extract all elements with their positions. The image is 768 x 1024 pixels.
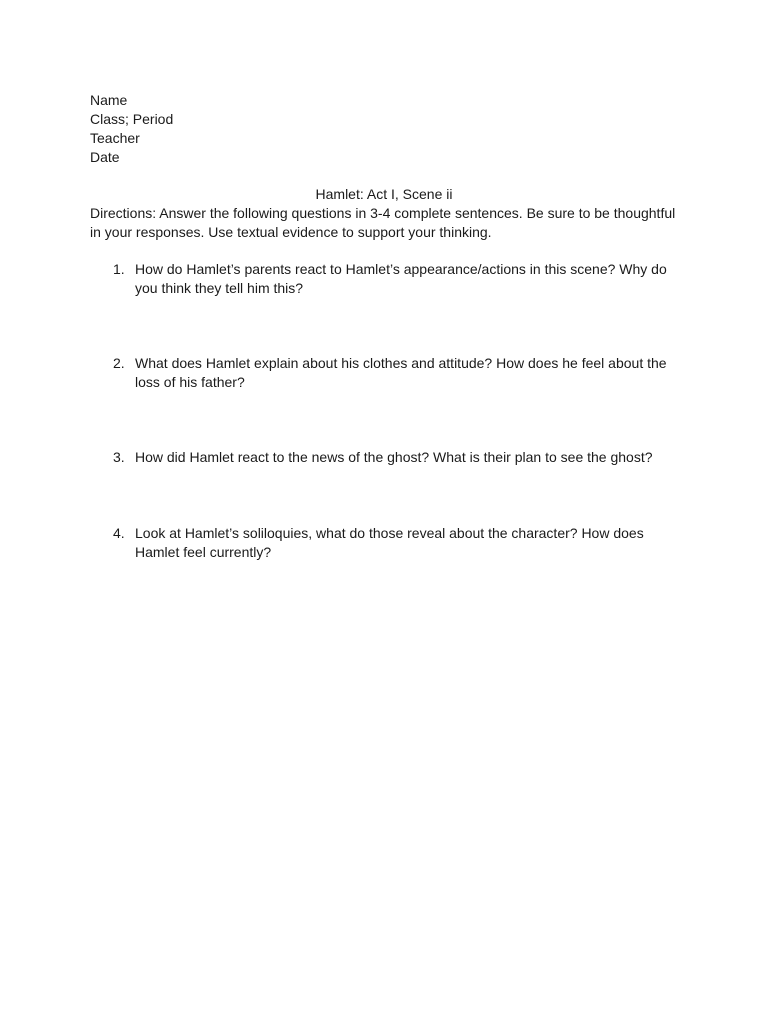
question-text: How do Hamlet’s parents react to Hamlet’s appearance/actions in this scene? Why do you think they tell him this? xyxy=(135,261,667,296)
name-label: Name xyxy=(90,92,128,108)
question-text: Look at Hamlet’s soliloquies, what do those reveal about the character? How does Hamlet feel currently? xyxy=(135,525,644,560)
question-number: 4. xyxy=(113,525,125,541)
class-period-label: Class; Period xyxy=(90,111,174,127)
document-title: Hamlet: Act I, Scene ii xyxy=(315,186,453,202)
date-label: Date xyxy=(90,149,120,165)
question-number: 1. xyxy=(113,261,125,277)
question-text: What does Hamlet explain about his clothes and attitude? How does he feel about the loss of his father? xyxy=(135,355,667,390)
question-text: How did Hamlet react to the news of the ghost? What is their plan to see the ghost? xyxy=(135,449,653,465)
question-number: 2. xyxy=(113,355,125,371)
student-info-header xyxy=(90,91,173,167)
question-number: 3. xyxy=(113,449,125,465)
directions-paragraph: Directions: Answer the following questions in 3-4 complete sentences. Be sure to be thoughtful in your responses. Use textual evidence to support your thinking. xyxy=(90,205,676,240)
teacher-label: Teacher xyxy=(90,130,140,146)
